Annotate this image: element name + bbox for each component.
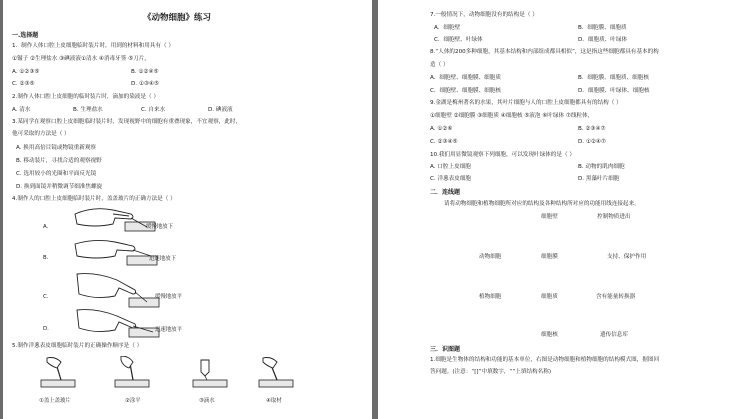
option-d: D. 黑藻叶片细胞 — [578, 176, 620, 182]
matching-instructions: 请将动物细胞和植物细胞所对应的结构及各种结构所对应的功能用线连接起来。 — [444, 201, 640, 207]
match-left-animal-cell: 动物细胞 — [479, 254, 502, 260]
section-heading-matching: 二．连线题 — [430, 189, 461, 196]
option-c: C. ②③④⑤ — [430, 139, 458, 145]
option-c: C. ②③⑤ — [12, 81, 35, 87]
option-a: A. 换用高倍目镜或物镜重新观察 — [16, 145, 97, 151]
figure-label-d: 迅速地放平 — [155, 327, 182, 333]
figure-option-b: B. — [43, 255, 49, 261]
option-d: D. ①③④⑤ — [131, 81, 159, 87]
question-5: 5.制作洋葱表皮细胞临时装片的正确操作顺序是（ ） — [12, 343, 143, 349]
option-d: D．细胞质、叶绿体 — [578, 37, 628, 43]
option-b: B．细胞膜、细胞质、细胞核 — [578, 75, 649, 81]
question-3-line2: 他可采取的方法是（ ） — [12, 131, 70, 137]
figure-label-c: 缓慢地放平 — [155, 294, 182, 300]
option-d: D. 换到面镜并稍微调节细准焦螺旋 — [16, 184, 103, 190]
question-4: 4.制作人的口腔上皮细胞临时装片时，盖盖玻片的正确方法是（ ） — [12, 196, 176, 202]
option-a: A. 口腔上皮细胞 — [430, 164, 471, 170]
question-10: 10.我们用显微镜观察下列细胞，可以发现叶绿体的是（ ） — [430, 152, 575, 158]
step-2-label: ②涂平 — [125, 398, 141, 404]
option-a: A. ①②③⑤ — [12, 69, 40, 75]
match-function-energy: 含有能量转换器 — [596, 294, 636, 300]
coverslip-figure-b — [73, 236, 173, 270]
option-a: A．细胞壁、细胞膜、细胞质 — [430, 75, 501, 81]
option-c: C．细胞壁、叶绿体 — [434, 37, 483, 43]
coverslip-figure-a — [73, 204, 173, 238]
option-a: A. 清水 — [12, 107, 31, 113]
option-a: A. ①②⑥ — [430, 126, 453, 132]
option-b: B. 动物的肌肉细胞 — [578, 164, 625, 170]
question-1-items: ①镊子 ②生理盐水 ③碘液液①清水 ④消毒牙签 ⑤刀片， — [12, 56, 150, 62]
option-b: B. ①②④⑤ — [131, 69, 159, 75]
option-c: C. 洋葱表皮细胞 — [430, 176, 472, 182]
question-11-line2: 答问题。(注意：“[]”中填数字，“”上填结构名称) — [430, 369, 552, 375]
question-2: 2.制作人体口腔上皮细胞的临时装片时，滴加的染液是（ ） — [12, 94, 159, 100]
option-b: B. ②③④⑦ — [578, 126, 606, 132]
option-c: C. 自来水 — [141, 107, 166, 113]
option-b: B. 生理盐水 — [73, 107, 103, 113]
question-8-line1: 8.“人体的200多种细胞，其基本结构和内部组成都具相似”，这是指这些细胞都具有基本的构 — [430, 49, 659, 55]
option-d: D. 碘液液 — [208, 107, 233, 113]
question-3-line1: 3.某同学在观察口腔上皮细胞临时装片时，发现视野中的细胞有重叠现象，不宜观察，此时， — [12, 119, 242, 125]
step-4-label: ④取材 — [266, 398, 282, 404]
figure-option-d: D. — [43, 326, 49, 332]
match-function-control: 控制物质进出 — [597, 214, 631, 220]
figure-option-a: A. — [43, 224, 49, 230]
page-title: 《动物细胞》练习 — [143, 13, 212, 23]
option-d: D．细胞膜、叶绿体、细胞核 — [578, 88, 650, 94]
match-function-support: 支持、保护作用 — [607, 254, 647, 260]
question-9-items: ①细胞壁 ②细胞膜 ③细胞质 ④细胞核 ⑤液泡 ⑥叶绿体 ⑦线粒体， — [430, 113, 594, 119]
right-page — [378, 0, 753, 419]
section-heading-diagram: 三．识图题 — [430, 346, 461, 353]
option-c: C．细胞壁、细胞膜、细胞核 — [430, 88, 502, 94]
step-3-label: ③滴水 — [199, 398, 215, 404]
match-left-plant-cell: 植物细胞 — [479, 294, 502, 300]
coverslip-figure-c — [73, 270, 173, 310]
match-function-genetic: 遗传信息库 — [600, 332, 628, 338]
section-heading-choice: 一.选择题 — [12, 32, 39, 39]
procedure-figures — [33, 356, 303, 392]
figure-option-c: C. — [43, 294, 49, 300]
match-structure-nucleus: 细胞核 — [541, 332, 558, 338]
option-c: C. 选用较小的光圈和平面反光镜 — [16, 171, 97, 177]
question-1: 1．制作人体口腔上皮细胞临时装片时，用到的材料和用具有（ ） — [12, 43, 174, 49]
option-a: A．细胞壁 — [434, 25, 461, 31]
question-7: 7.一般情况下，动物细胞没有的结构是（ ） — [430, 12, 538, 18]
figure-label-b: 迅速地放下 — [149, 256, 176, 262]
left-page — [3, 0, 372, 419]
question-11-line1: 1.细胞是生物体的结构和功能的基本单位，右图是动物细胞和植物细胞的结构模式图，据图回 — [430, 357, 660, 363]
match-structure-wall: 细胞壁 — [541, 214, 558, 220]
coverslip-figure-d — [73, 306, 173, 340]
question-8-line2: 造（ ） — [430, 62, 449, 68]
option-b: B．细胞膜、细胞质 — [578, 25, 627, 31]
option-b: B. 移动装片，寻找合适的观察视野 — [16, 158, 102, 164]
match-structure-membrane: 细胞膜 — [541, 254, 558, 260]
question-9: 9.金湖是梅州著名的水果，其叶片细胞与人的口腔上皮细胞都具有的结构（ ） — [430, 100, 622, 106]
match-structure-cytoplasm: 细胞质 — [541, 294, 558, 300]
figure-label-a: 缓慢地放下 — [146, 224, 173, 230]
option-d: D. ①②④⑦ — [578, 139, 606, 145]
step-1-label: ①盖上盖玻片 — [39, 398, 71, 404]
